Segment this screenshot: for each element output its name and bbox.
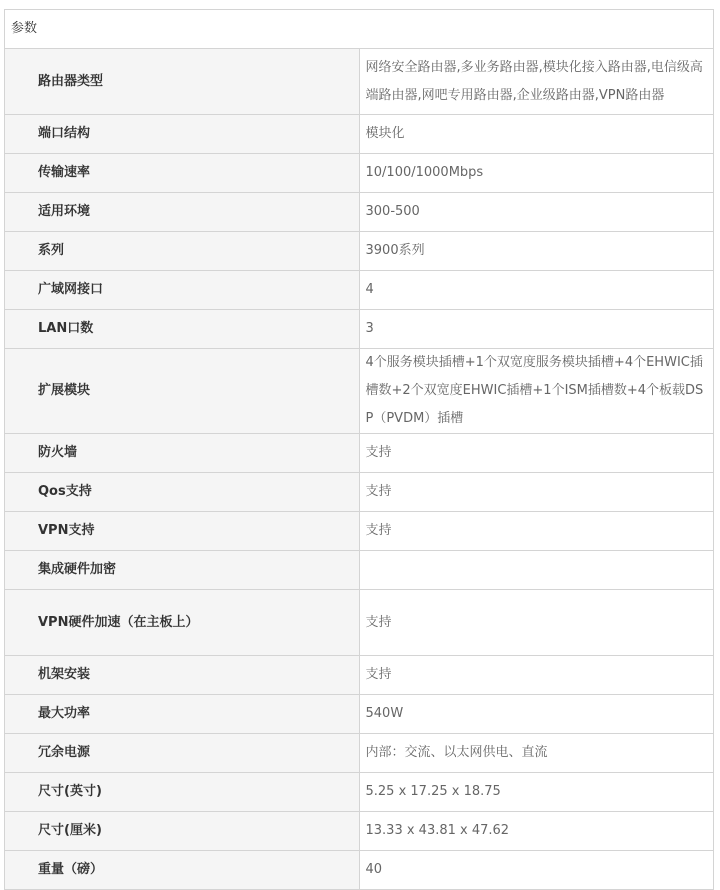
table-row — [5, 812, 714, 851]
table-row — [5, 734, 714, 773]
table-row — [5, 115, 714, 154]
spec-value: 300-500 — [359, 193, 714, 232]
spec-label: 传输速率 — [5, 154, 360, 193]
spec-value: 支持 — [359, 434, 714, 473]
spec-value: 3900系列 — [359, 232, 714, 271]
spec-label: 冗余电源 — [5, 734, 360, 773]
spec-value: 网络安全路由器,多业务路由器,模块化接入路由器,电信级高端路由器,网吧专用路由器,企业级路由器,VPN路由器 — [359, 49, 714, 115]
table-header: 参数 — [5, 10, 714, 49]
spec-label: 尺寸(英寸) — [5, 773, 360, 812]
spec-value: 4 — [359, 271, 714, 310]
spec-value: 支持 — [359, 590, 714, 656]
spec-label: 集成硬件加密 — [5, 551, 360, 590]
spec-label: VPN硬件加速（在主板上） — [5, 590, 360, 656]
table-row — [5, 851, 714, 890]
spec-value: 40 — [359, 851, 714, 890]
spec-label: 尺寸(厘米) — [5, 812, 360, 851]
spec-value: 4个服务模块插槽+1个双宽度服务模块插槽+4个EHWIC插槽数+2个双宽度EHWIC插槽+1个ISM插槽数+4个板载DSP（PVDM）插槽 — [359, 349, 714, 434]
spec-label: 最大功率 — [5, 695, 360, 734]
spec-table-body — [5, 10, 714, 890]
spec-value: 13.33 x 43.81 x 47.62 — [359, 812, 714, 851]
table-row — [5, 49, 714, 115]
spec-value: 3 — [359, 310, 714, 349]
table-row — [5, 590, 714, 656]
spec-value: 支持 — [359, 512, 714, 551]
table-row — [5, 473, 714, 512]
spec-value: 内部：交流、以太网供电、直流 — [359, 734, 714, 773]
spec-label: 重量（磅） — [5, 851, 360, 890]
spec-label: Qos支持 — [5, 473, 360, 512]
spec-label: 防火墙 — [5, 434, 360, 473]
spec-label: VPN支持 — [5, 512, 360, 551]
spec-value: 5.25 x 17.25 x 18.75 — [359, 773, 714, 812]
table-row — [5, 512, 714, 551]
table-row — [5, 154, 714, 193]
table-row — [5, 271, 714, 310]
table-row — [5, 656, 714, 695]
spec-value: 支持 — [359, 656, 714, 695]
table-row — [5, 310, 714, 349]
table-row — [5, 773, 714, 812]
spec-label: 广域网接口 — [5, 271, 360, 310]
spec-label: 系列 — [5, 232, 360, 271]
table-row — [5, 193, 714, 232]
spec-label: 路由器类型 — [5, 49, 360, 115]
table-row — [5, 434, 714, 473]
spec-value: 10/100/1000Mbps — [359, 154, 714, 193]
spec-value: 支持 — [359, 473, 714, 512]
table-row — [5, 695, 714, 734]
spec-label: 适用环境 — [5, 193, 360, 232]
spec-label: 扩展模块 — [5, 349, 360, 434]
spec-label: 端口结构 — [5, 115, 360, 154]
spec-value: 模块化 — [359, 115, 714, 154]
table-row — [5, 349, 714, 434]
spec-label: 机架安装 — [5, 656, 360, 695]
spec-value — [359, 551, 714, 590]
table-header-row — [5, 10, 714, 49]
spec-value: 540W — [359, 695, 714, 734]
table-row — [5, 232, 714, 271]
table-row — [5, 551, 714, 590]
spec-label: LAN口数 — [5, 310, 360, 349]
spec-table — [4, 9, 714, 890]
